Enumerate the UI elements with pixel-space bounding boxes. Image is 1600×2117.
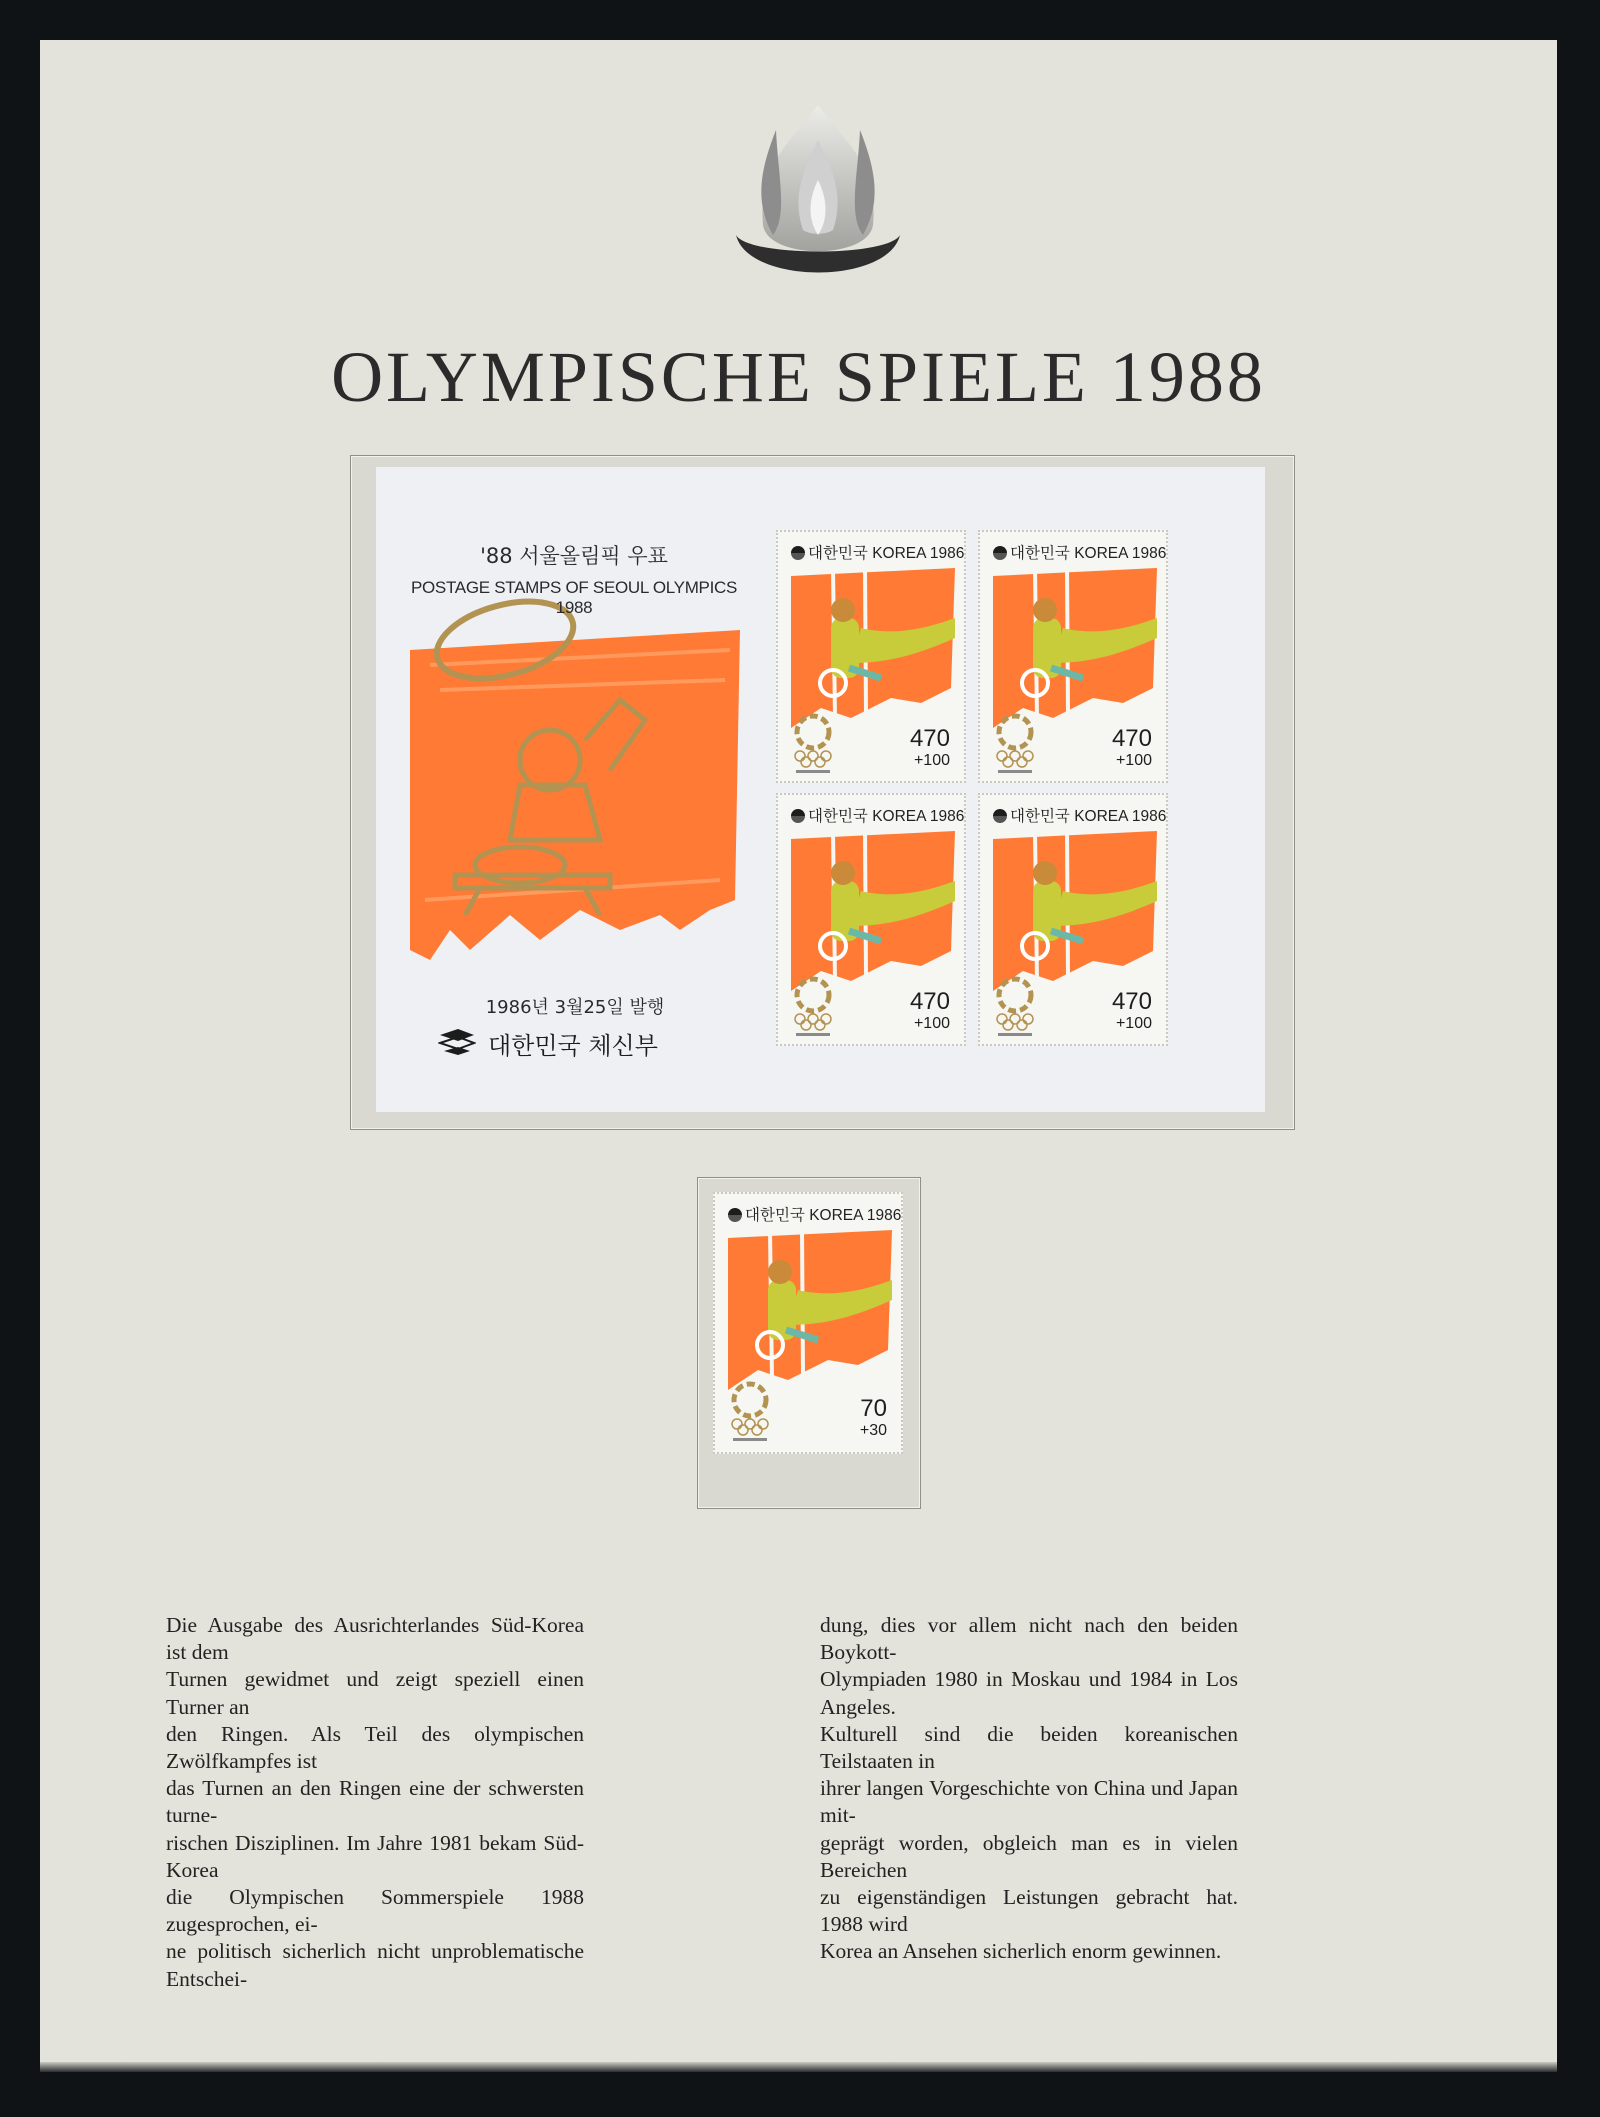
stamp-3	[776, 793, 966, 1046]
seoul-olympics-emblem-icon	[790, 975, 836, 1039]
stamp-header	[993, 541, 1167, 563]
description-column-right: dung, dies vor allem nicht nach den beiden Boykott- Olympiaden 1980 in Moskau und 1984 in Los Angeles. Kulturell sind die beiden koreanischen Teilstaaten in ihrer langen Vorgeschichte von China und Japan mit- geprägt worden, obgleich man es in vielen Bereichen zu eigenständigen Leistungen gebracht hat. 1988 wird Korea an Ansehen sicherlich enorm gewinnen.	[820, 1613, 1238, 1964]
seoul-olympics-emblem-icon	[727, 1380, 773, 1444]
stamp-2	[978, 530, 1168, 783]
stamp-value: 470	[909, 725, 950, 752]
description-column-left: Die Ausgabe des Ausrichterlandes Süd-Korea ist dem Turnen gewidmet und zeigt speziell einen Turner an den Ringen. Als Teil des olympischen Zwölfkampfes ist das Turnen an den Ringen eine der schwersten turne- rischen Disziplinen. Im Jahre 1981 bekam Süd-Korea die Olympischen Sommerspiele 1988 zugesprochen, ei- ne politisch sicherlich nicht unproblematische Entschei-	[166, 1613, 584, 1991]
sheet-issuer-label: 대한민국 체신부	[488, 1032, 658, 1060]
sheet-heading-korean: '88 서울올림픽 우표	[480, 544, 668, 568]
korea-flag-icon	[791, 546, 805, 560]
korea-flag-icon	[728, 1208, 742, 1222]
stamp-surcharge: +30	[859, 1422, 887, 1439]
stamp-country-label: 대한민국 KOREA 1986	[1010, 545, 1167, 562]
olympic-flame-icon	[718, 85, 918, 300]
seoul-olympics-emblem-icon	[992, 975, 1038, 1039]
page-title: OLYMPISCHE SPIELE 1988	[331, 337, 1266, 417]
stamp-value: 470	[909, 988, 950, 1015]
korea-flag-icon	[791, 809, 805, 823]
stamp-header	[791, 804, 965, 826]
stamp-header	[791, 541, 965, 563]
stamp-value: 70	[860, 1395, 887, 1422]
korea-flag-icon	[993, 546, 1007, 560]
single-stamp	[713, 1192, 903, 1454]
sheet-heading-english: POSTAGE STAMPS OF SEOUL OLYMPICS 1988	[410, 578, 738, 617]
korea-postal-logo-icon	[438, 1027, 476, 1057]
stamp-surcharge: +100	[913, 1015, 950, 1032]
stamp-1	[776, 530, 966, 783]
stamp-country-label: 대한민국 KOREA 1986	[808, 545, 965, 562]
stamp-4	[978, 793, 1168, 1046]
seoul-olympics-emblem-icon	[992, 712, 1038, 776]
stamp-country-label: 대한민국 KOREA 1986	[808, 808, 965, 825]
ring-gymnast-illustration	[728, 1230, 892, 1400]
page-edge	[40, 2062, 1557, 2072]
seoul-olympics-emblem-icon	[790, 712, 836, 776]
stamp-value: 470	[1111, 988, 1152, 1015]
stamp-value: 470	[1111, 725, 1152, 752]
stamp-surcharge: +100	[1115, 1015, 1152, 1032]
korea-flag-icon	[993, 809, 1007, 823]
stamp-country-label: 대한민국 KOREA 1986	[1010, 808, 1167, 825]
stamp-header	[993, 804, 1167, 826]
sheet-issue-date: 1986년 3월25일 발행	[485, 997, 665, 1018]
stamp-country-label: 대한민국 KOREA 1986	[745, 1207, 902, 1224]
stamp-header	[728, 1203, 902, 1225]
stamp-surcharge: +100	[913, 752, 950, 769]
tiger-gymnast-illustration	[410, 570, 740, 970]
sheet-issuer	[438, 1024, 738, 1064]
stamp-surcharge: +100	[1115, 752, 1152, 769]
